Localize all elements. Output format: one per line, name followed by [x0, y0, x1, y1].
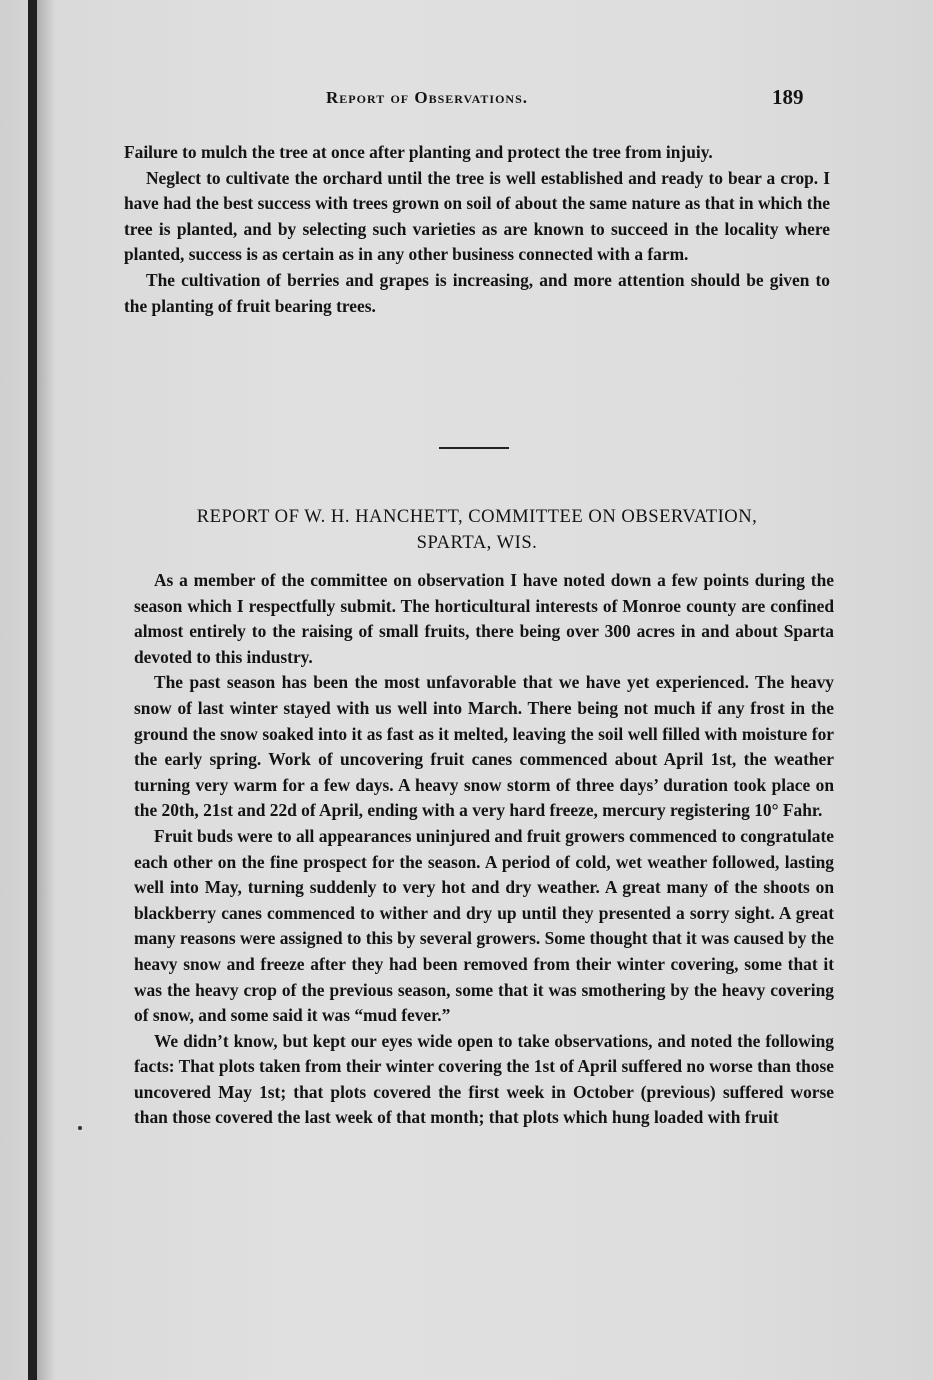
continued-text-block	[124, 140, 830, 319]
report-title-line-2: SPARTA, WIS.	[416, 532, 538, 553]
report-title	[124, 504, 830, 556]
paragraph: The cultivation of berries and grapes is increasing, and more attention should be given to the planting of fruit bearing trees.	[124, 269, 830, 316]
report-title-line-1: REPORT OF W. H. HANCHETT, COMMITTEE ON OBSERVATION,	[196, 506, 758, 527]
running-header: Report of Observations.	[326, 88, 528, 107]
paragraph: Fruit buds were to all appearances uninjured and fruit growers commenced to congratulate each other on the fine prospect for the season. A period of cold, wet weather followed, lasting well into May, turning suddenly to very hot and dry weather. A great many of the shoots on blackberry canes commenced to wither and dry up until they presented a sorry sight. A great many reasons were assigned to this by several growers. Some thought that it was caused by the heavy snow and freeze after they had been removed from their winter covering, some that it was the heavy crop of the previous season, some that it was smothering by the heavy covering of snow, and some said it was “mud fever.”	[134, 825, 834, 1026]
paragraph: Failure to mulch the tree at once after planting and protect the tree from injuiy.	[124, 142, 713, 162]
section-divider-rule	[439, 447, 509, 449]
paragraph: The past season has been the most unfavorable that we have yet experienced. The heavy snow of last winter stayed with us well into March. There being not much if any frost in the ground the snow soaked into it as fast as it melted, leaving the soil well filled with moisture for the early spring. Work of uncovering fruit canes commenced about April 1st, the weather turning very warm for a few days. A heavy snow storm of three days’ duration took place on the 20th, 21st and 22d of April, ending with a very hard freeze, mercury registering 10° Fahr.	[134, 672, 834, 821]
paragraph: As a member of the committee on observation I have noted down a few points during the season which I respectfully submit. The horticultural interests of Monroe county are confined almost entirely to the raising of small fruits, there being over 300 acres in and about Sparta devoted to this industry.	[134, 570, 834, 667]
report-body	[134, 568, 834, 1131]
spine-shadow	[37, 0, 55, 1380]
page-number: 189	[772, 85, 804, 109]
ink-speck	[78, 1126, 82, 1130]
paragraph: Neglect to cultivate the orchard until the tree is well established and ready to bear a crop. I have had the best success with trees grown on soil of about the same nature as that in which the tree is planted, and by selecting such varieties as are known to succeed in the locality where planted, success is as certain as in any other business connected with a farm.	[124, 167, 830, 265]
book-spine-edge	[28, 0, 37, 1380]
paragraph: We didn’t know, but kept our eyes wide open to take observations, and noted the following facts: That plots taken from their winter covering the 1st of April suffered no worse than those uncovered May 1st; that plots covered the first week in October (previous) suffered worse than those covered the last week of that month; that plots which hung loaded with fruit	[134, 1030, 834, 1128]
